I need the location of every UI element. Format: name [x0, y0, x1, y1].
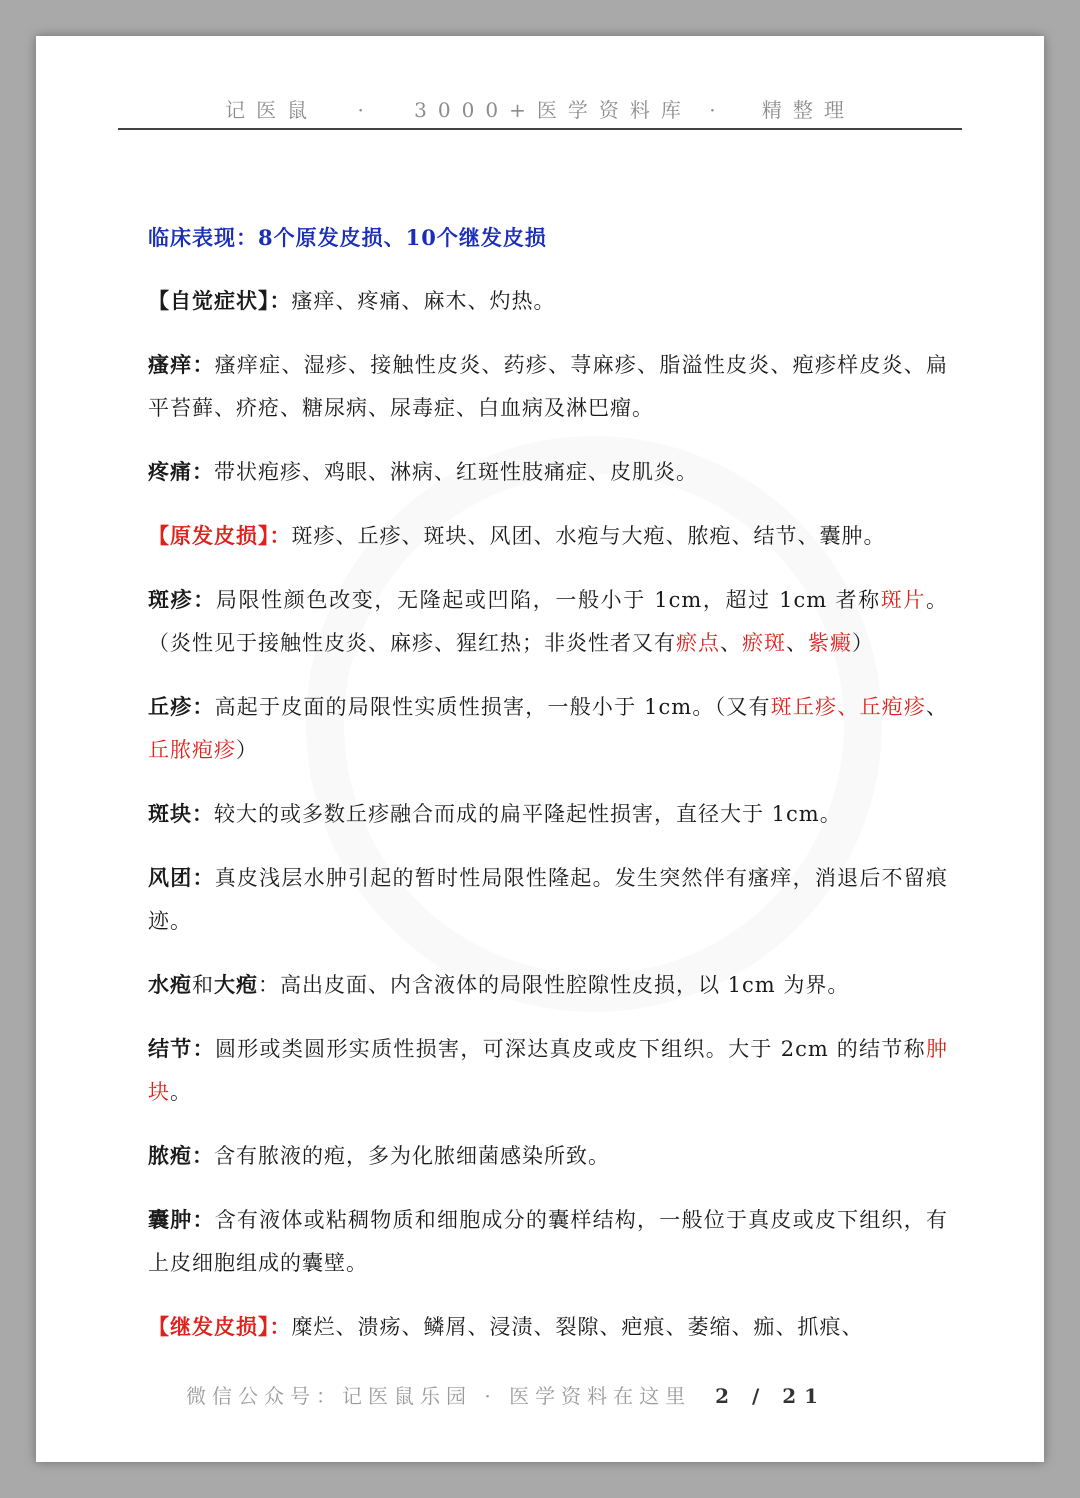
term-text: 圆形或类圆形实质性损害，可深达真皮或皮下组织。大于 2cm 的结节称 [214, 1037, 926, 1061]
term-text: 带状疱疹、鸡眼、淋病、红斑性肢痛症、皮肌炎。 [214, 460, 698, 484]
paragraph-pustule [148, 1134, 948, 1178]
term-text: 。 [170, 1080, 192, 1104]
term-text: 瘙痒、疼痛、麻木、灼热。 [291, 289, 556, 313]
term-label: 【继发皮损】： [148, 1314, 292, 1339]
term-text: 含有液体或粘稠物质和细胞成分的囊样结构，一般位于真皮或皮下组织，有上皮细胞组成的囊壁。 [148, 1208, 948, 1275]
term-label: 脓疱： [148, 1143, 214, 1168]
term-label: 【自觉症状】： [148, 288, 292, 313]
term-text: 含有脓液的疱，多为化脓细菌感染所致。 [214, 1144, 610, 1168]
page-content [148, 216, 948, 1369]
separator: 、 [786, 631, 808, 655]
paragraph-wheal [148, 856, 948, 943]
paragraph-vesicle [148, 963, 948, 1007]
paragraph-macule [148, 578, 948, 665]
highlight-term: 斑丘疹 [770, 695, 838, 719]
header-brand: 记医鼠 [225, 98, 319, 122]
section-heading: 临床表现：8个原发皮损、10个继发皮损 [148, 225, 547, 250]
separator: 、 [837, 695, 860, 719]
paragraph-papule [148, 685, 948, 772]
separator: 、 [720, 631, 742, 655]
term-label: 结节： [148, 1036, 215, 1061]
header-library: 3000+医学资料库 [414, 98, 692, 122]
term-text: 斑疹、丘疹、斑块、风团、水疱与大疱、脓疱、结节、囊肿。 [291, 524, 886, 548]
term-label: 风团： [148, 865, 215, 890]
term-text: 真皮浅层水肿引起的暂时性局限性隆起。发生突然伴有瘙痒，消退后不留痕迹。 [148, 866, 948, 933]
term-label: 大疱 [214, 972, 258, 997]
term-text: ） [236, 738, 258, 762]
term-text: 瘙痒症、湿疹、接触性皮炎、药疹、荨麻疹、脂溢性皮炎、疱疹样皮炎、扁平苔藓、疥疮、糖尿病、尿毒症、白血病及淋巴瘤。 [148, 353, 948, 420]
term-label: 疼痛： [148, 459, 214, 484]
term-label: 瘙痒： [148, 352, 215, 377]
term-text: 高出皮面、内含液体的局限性腔隙性皮损，以 1cm 为界。 [280, 973, 850, 997]
term-label: 斑块： [148, 801, 214, 826]
paragraph-plaque [148, 792, 948, 836]
highlight-term: 瘀斑 [742, 631, 786, 655]
paragraph-subjective [148, 279, 948, 323]
paragraph-itch [148, 343, 948, 430]
highlight-term: 丘脓疱疹 [148, 738, 236, 762]
highlight-term: 斑片 [880, 588, 927, 612]
term-text: 局限性颜色改变，无隆起或凹陷，一般小于 1cm，超过 1cm 者称 [215, 588, 881, 612]
document-page [36, 36, 1044, 1462]
header-separator: · [357, 98, 375, 122]
separator: 、 [926, 695, 949, 719]
paragraph-nodule [148, 1027, 948, 1114]
highlight-term: 肿块 [148, 1037, 948, 1104]
term-text: 高起于皮面的局限性实质性损害，一般小于 1cm。（又有 [214, 695, 771, 719]
term-text: 糜烂、溃疡、鳞屑、浸渍、裂隙、疤痕、萎缩、痂、抓痕、 [291, 1315, 864, 1339]
term-label: 囊肿： [148, 1207, 215, 1232]
highlight-term: 瘀点 [676, 631, 720, 655]
highlight-term: 丘疱疹 [859, 695, 927, 719]
term-label: 丘疹： [148, 694, 215, 719]
page-header [118, 98, 962, 130]
term-label: 【原发皮损】： [148, 523, 292, 548]
term-text: 较大的或多数丘疹融合而成的扁平隆起性损害，直径大于 1cm。 [214, 802, 842, 826]
header-separator: · [709, 98, 727, 122]
header-tagline: 精整理 [761, 98, 855, 122]
paragraph-secondary-lesions [148, 1305, 948, 1349]
paragraph-primary-lesions [148, 514, 948, 558]
page-number: 2 / 21 [715, 1384, 827, 1408]
term-label: 水疱 [148, 972, 192, 997]
term-text: ： [258, 973, 280, 997]
paragraph-pain [148, 450, 948, 494]
highlight-term: 紫癜 [808, 631, 852, 655]
term-text: 和 [192, 973, 214, 997]
term-text: ） [852, 631, 874, 655]
page-footer [186, 1380, 906, 1409]
term-label: 斑疹： [148, 587, 216, 612]
paragraph-cyst [148, 1198, 948, 1285]
footer-text: 微信公众号：记医鼠乐园 · 医学资料在这里 [186, 1384, 692, 1408]
term-text: 。（炎性见于接触性皮炎、麻疹、猩红热；非炎性者又有 [148, 588, 949, 655]
